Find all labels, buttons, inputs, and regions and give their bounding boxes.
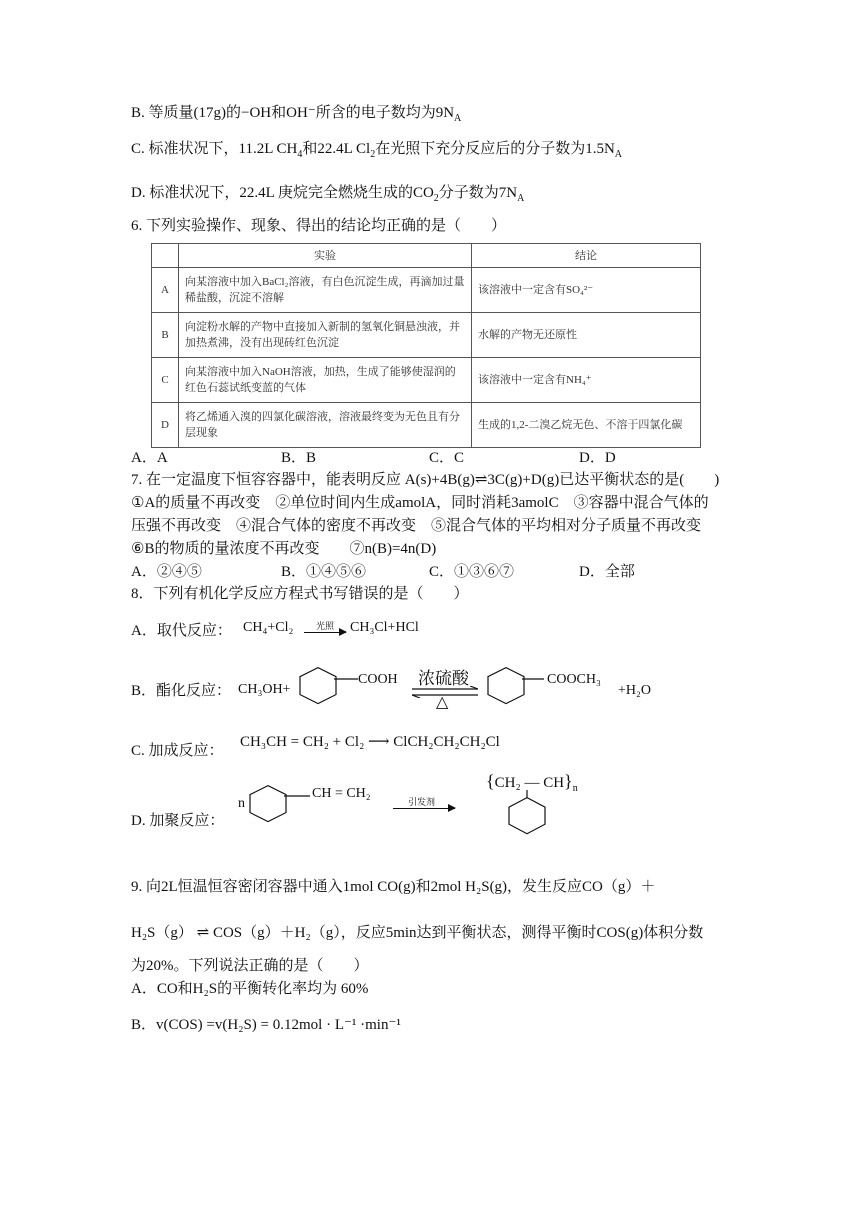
table-header-blank	[152, 244, 179, 268]
q7-stem: 7. 在一定温度下恒容容器中，能表明反应 A(s)+4B(g)⇌3C(g)+D(g)已达平衡状态的是( )	[131, 472, 720, 488]
q8-d-arrow	[393, 808, 455, 809]
q8-a-reactants: CH₄+Cl₂	[243, 620, 294, 635]
table-header-conclusion: 结论	[472, 244, 701, 268]
table-row: D 将乙烯通入溴的四氯化碳溶液，溶液最终变为无色且有分层现象 生成的1,2-二溴乙烷无色、不溶于四氯化碳	[152, 403, 701, 448]
q8-b-ester-structure	[486, 667, 556, 709]
q9-stem-2: H₂S（g） ⇌ COS（g）＋H₂（g），反应5min达到平衡状态，测得平衡时COS(g)体积分数	[131, 925, 704, 941]
q8-a-products: CH₃Cl+HCl	[350, 620, 419, 635]
q8-d-vinyl: CH = CH₂	[312, 786, 371, 801]
q6-options: A．A B．B C．C D．D	[131, 450, 616, 466]
q9-option-b: B．v(COS) =v(H₂S) = 0.12mol · L⁻¹ ·min⁻¹	[131, 1017, 401, 1033]
q8-b-cooh: COOH	[358, 672, 398, 687]
q7-statements-2: 压强不再改变 ④混合气体的密度不再改变 ⑤混合气体的平均相对分子质量不再改变	[131, 518, 702, 534]
q8-a-condition: 光照	[316, 621, 335, 631]
q8-d-polymer: {CH₂ — $CH\}_n$	[486, 771, 578, 794]
q9-option-a: A．CO和H₂S的平衡转化率均为 60%	[131, 981, 369, 997]
q5-option-c: C. 标准状况下，11.2L $CH_4$和22.4L $Cl_2$在光照下充分反应后的分子数为$1.5N_A$	[131, 141, 623, 160]
q8-b-heat: △	[436, 694, 449, 711]
q8-d-polymer-benzene	[505, 790, 549, 836]
table-header-experiment: 实验	[179, 244, 472, 268]
q8-option-b-label: B．酯化反应：	[131, 683, 232, 699]
table-row: C 向某溶液中加入NaOH溶液，加热，生成了能够使湿润的红色石蕊试纸变蓝的气体 该溶液中一定含有NH₄⁺	[152, 358, 701, 403]
q8-b-water: +H₂O	[618, 683, 651, 698]
q7-statements-3: ⑥B的物质的量浓度不再改变 ⑦n(B)=4n(D)	[131, 541, 437, 557]
q8-a-arrow	[304, 632, 346, 633]
q7-options: A．②④⑤ B．①④⑤⑥ C．①③⑥⑦ D．全部	[131, 564, 635, 580]
q8-stem: 8．下列有机化学反应方程式书写错误的是（ ）	[131, 586, 469, 602]
q9-stem-3: 为20%。下列说法正确的是（ ）	[131, 958, 369, 974]
q8-d-n: n	[238, 796, 245, 811]
q8-option-d-label: D. 加聚反应：	[131, 813, 225, 829]
table-row: B 向淀粉水解的产物中直接加入新制的氢氧化铜悬浊液，并加热煮沸，没有出现砖红色沉淀 水解的产物无还原性	[152, 313, 701, 358]
q8-b-catalyst: 浓硫酸	[418, 669, 469, 689]
q8-d-styrene-structure	[248, 782, 314, 826]
q8-c-equation: CH₃CH = CH₂ + Cl₂ ⟶ ClCH₂CH₂CH₂Cl	[240, 734, 500, 750]
q8-d-initiator: 引发剂	[408, 797, 436, 807]
q6-table	[151, 243, 701, 448]
q5-option-d: D. 标准状况下，22.4L 庚烷完全燃烧生成的$CO_2$分子数为$7N_A$	[131, 185, 525, 204]
q8-option-a-label: A．取代反应：	[131, 623, 232, 639]
q8-option-c-label: C. 加成反应：	[131, 743, 224, 759]
q9-stem-1: 9. 向2L恒温恒容密闭容器中通入1mol CO(g)和2mol H₂S(g)，发生反应CO（g）＋	[131, 879, 656, 895]
q5-option-b: B. 等质量(17g)的−OH和OH⁻所含的电子数均为$9N_A$	[131, 105, 462, 124]
q8-b-cooch3: COOCH₃	[547, 672, 601, 687]
q8-b-methanol: CH₃OH+	[238, 682, 291, 697]
q6-stem: 6. 下列实验操作、现象、得出的结论均正确的是（ ）	[131, 218, 507, 234]
q7-statements-1: ①A的质量不再改变 ②单位时间内生成amolA，同时消耗3amolC ③容器中混合气体的	[131, 495, 709, 511]
table-row: A 向某溶液中加入BaCl₂溶液，有白色沉淀生成，再滴加过量稀盐酸，沉淀不溶解 该溶液中一定含有SO₄²⁻	[152, 268, 701, 313]
